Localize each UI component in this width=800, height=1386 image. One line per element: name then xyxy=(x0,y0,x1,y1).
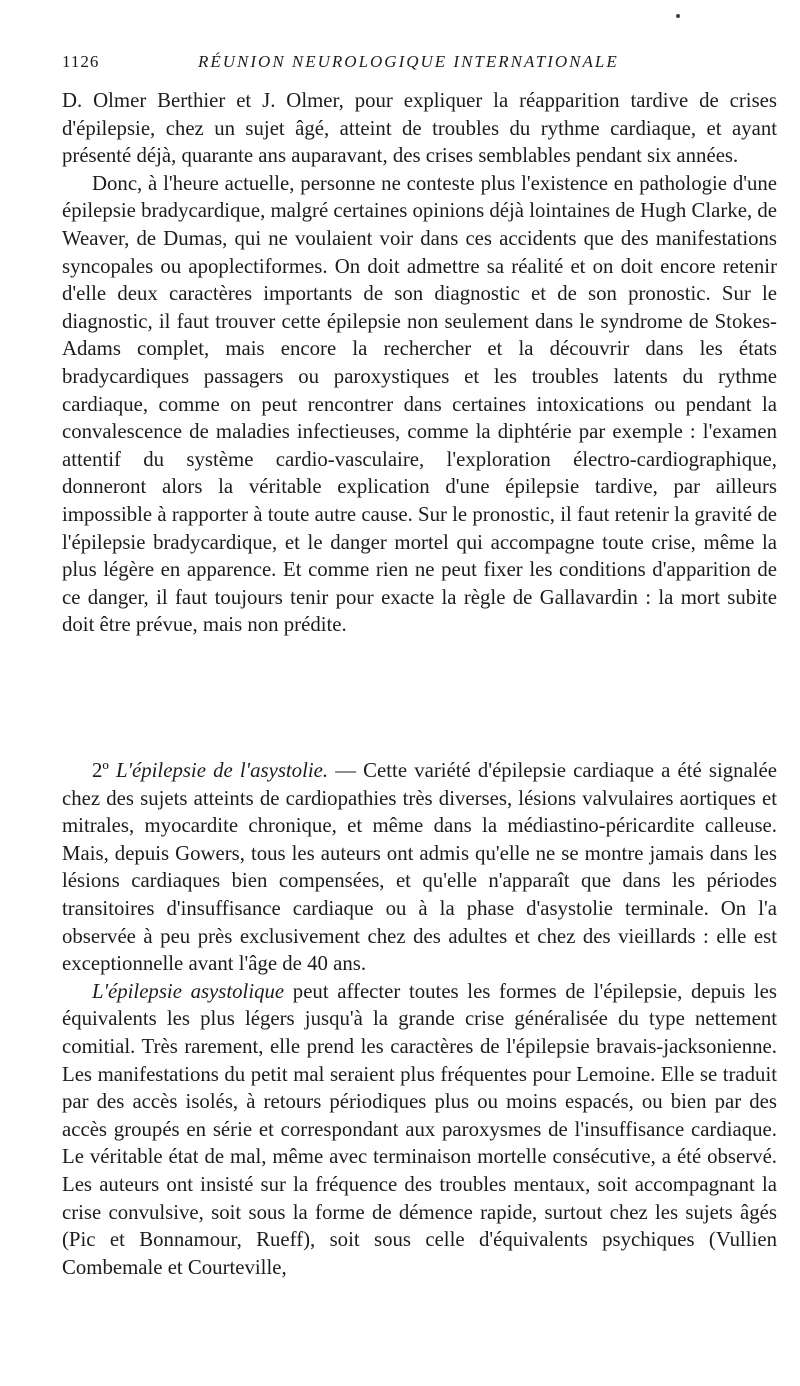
paragraph-olmer-case: D. Olmer Berthier et J. Olmer, pour expliquer la réapparition tardive de crises d'épilepsie, chez un sujet âgé, atteint de troubles du rythme cardiaque, et ayant présenté déjà, quarante ans auparavant, des crises semblables pendant six années. xyxy=(62,89,777,168)
section-number: 2º xyxy=(92,759,109,782)
running-title: RÉUNION NEUROLOGIQUE INTERNATIONALE xyxy=(198,52,619,71)
running-header xyxy=(62,52,742,74)
section-title: L'épilepsie de l'asystolie. xyxy=(116,759,329,782)
paragraph-bradycardic-epilepsy: Donc, à l'heure actuelle, personne ne conteste plus l'existence en pathologie d'une épilepsie bradycardique, malgré certaines opinions déjà lointaines de Hugh Clarke, de Weaver, de Dumas, qui ne voulaient voir dans ces accidents que des manifestations syncopales ou apoplectiformes. On doit admettre sa réalité et on doit encore retenir d'elle deux caractères importants de son diagnostic et de son pronostic. Sur le diagnostic, il faut trouver cette épilepsie non seulement dans le syndrome de Stokes-Adams complet, mais encore la rechercher et la découvrir dans les états bradycardiques passagers ou paroxystiques et les troubles latents du rythme cardiaque, comme on peut rencontrer dans certaines intoxications ou pendant la convalescence de maladies infectieuses, comme la diphtérie par exemple : l'examen attentif du système cardio-vasculaire, l'exploration électro-cardiographique, donneront alors la véritable explication d'une épilepsie tardive, par ailleurs impossible à rapporter à toute autre cause. Sur le pronostic, il faut retenir la gravité de l'épilepsie bradycardique, et le danger mortel qui accompagne toute crise, même la plus légère en apparence. Et comme rien ne peut fixer les conditions d'apparition de ce danger, il faut toujours tenir pour exacte la règle de Gallavardin : la mort subite doit être prévue, mais non prédite. xyxy=(62,171,777,637)
paragraph-asystole-intro xyxy=(62,757,777,978)
section-body: Cette variété d'épilepsie cardiaque a été signalée chez des sujets atteints de cardiopathies très diverses, lésions valvulaires aortiques et mitrales, myocardite chronique, et même dans la médiastino-péricardite calleuse. Mais, depuis Gowers, tous les auteurs ont admis qu'elle ne se montre jamais dans les lésions cardiaques bien compensées, et qu'elle n'apparaît que dans les périodes transitoires d'insuffisance cardiaque ou à la phase d'asystolie terminale. On l'a observée à peu près exclusivement chez des adultes et chez des vieillards : elle est exceptionnelle avant l'âge de 40 ans. xyxy=(62,759,777,976)
text-section-bradycardic xyxy=(62,87,777,639)
page-number: 1126 xyxy=(62,52,100,71)
text-section-asystole xyxy=(62,757,777,1281)
asystolic-forms-body: peut affecter toutes les formes de l'épilepsie, depuis les équivalents les plus légers jusqu'à la grande crise généralisée du type nettement comitial. Très rarement, elle prend les caractères de l'épilepsie bravais-jacksonienne. Les manifestations du petit mal seraient plus fréquentes pour Lemoine. Elle se traduit par des accès isolés, à retours périodiques plus ou moins espacés, ou bien par des accès groupés en série et correspondant aux paroxysmes de l'insuffisance cardiaque. Le véritable état de mal, même avec terminaison mortelle consécutive, a été observé. Les auteurs ont insisté sur la fréquence des troubles mentaux, soit accompagnant la crise convulsive, soit sous la forme de démence rapide, surtout chez les sujets âgés (Pic et Bonnamour, Rueff), soit sous celle d'équivalents psychiques (Vullien Combemale et Courteville, xyxy=(62,979,777,1279)
paragraph-asystolic-forms xyxy=(62,978,777,1282)
print-speck xyxy=(676,14,680,18)
asystolic-epilepsy-term: L'épilepsie asystolique xyxy=(92,979,285,1003)
section-dash: — xyxy=(328,759,364,782)
